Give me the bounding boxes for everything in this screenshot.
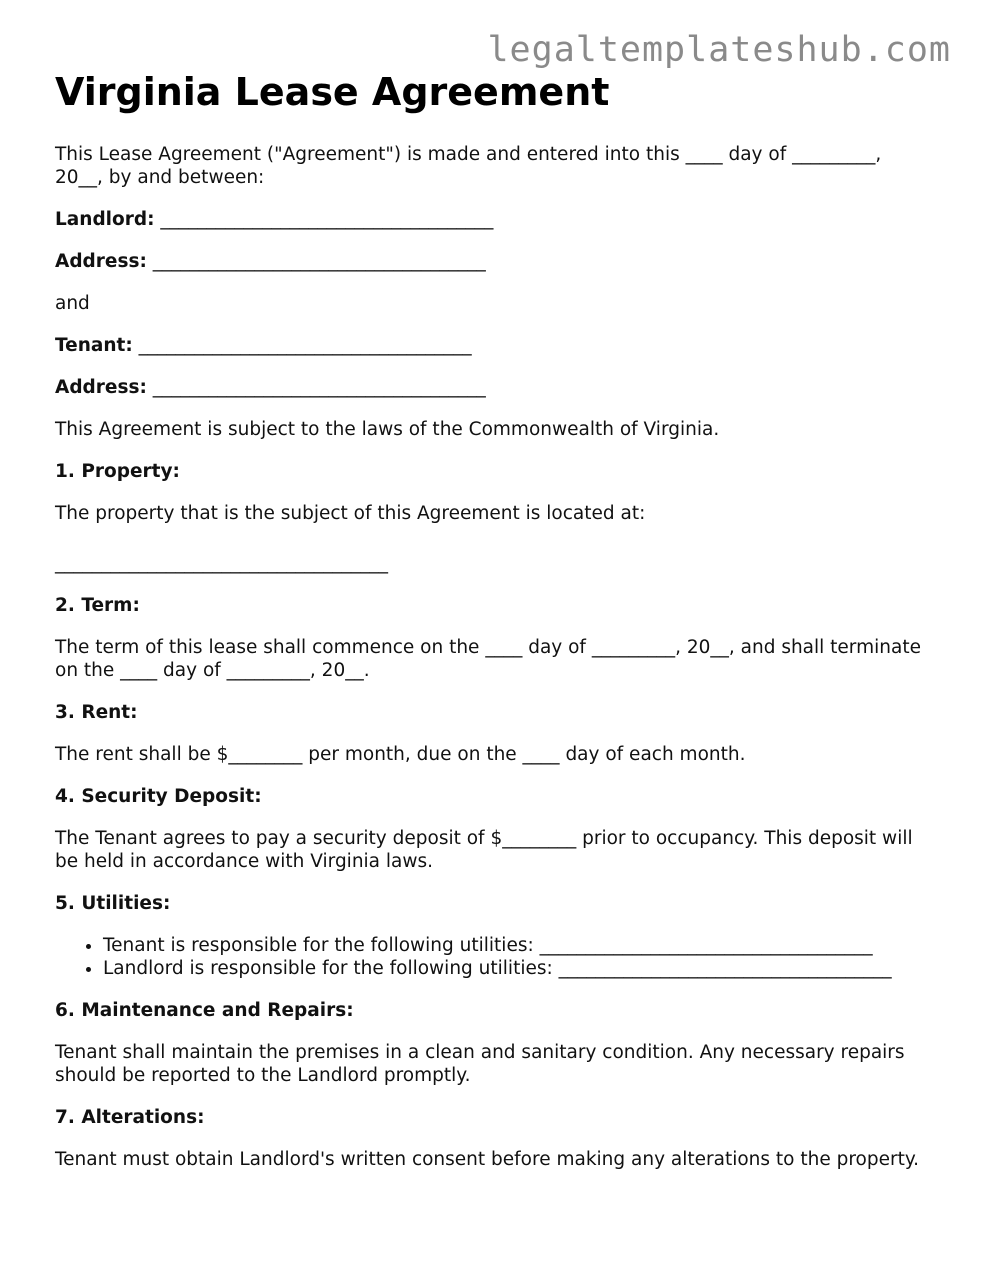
section-heading-maintenance: 6. Maintenance and Repairs: xyxy=(55,1000,354,1021)
section-heading-utilities: 5. Utilities: xyxy=(55,893,171,914)
governing-law-text: This Agreement is subject to the laws of the Commonwealth of Virginia. xyxy=(55,419,720,440)
landlord-blank: ____________________________________ xyxy=(160,209,494,230)
watermark: legaltemplateshub.com xyxy=(487,30,951,70)
section-text-alterations: Tenant must obtain Landlord's written consent before making any alterations to the property. xyxy=(55,1149,920,1170)
section-text-deposit: The Tenant agrees to pay a security deposit of $________ prior to occupancy. This deposit will be held in accordance with Virginia laws. xyxy=(55,828,913,872)
utilities-list xyxy=(55,934,935,980)
list-item-landlord-utilities: • Landlord is responsible for the following utilities: ____________________________________ xyxy=(103,957,935,980)
conjunction-text: and xyxy=(55,293,90,314)
section-heading-alterations: 7. Alterations: xyxy=(55,1107,205,1128)
section-heading-rent: 3. Rent: xyxy=(55,702,138,723)
section-heading-term: 2. Term: xyxy=(55,595,140,616)
intro-paragraph: This Lease Agreement ("Agreement") is made and entered into this ____ day of _________, 20__, by and between: xyxy=(55,144,882,188)
tenant-field xyxy=(55,334,935,357)
tenant-address-label: Address: xyxy=(55,377,147,398)
tenant-address-field xyxy=(55,376,935,399)
section-text-maintenance: Tenant shall maintain the premises in a clean and sanitary condition. Any necessary repairs should be reported to the Landlord promptly. xyxy=(55,1042,905,1086)
tenant-label: Tenant: xyxy=(55,335,133,356)
landlord-address-blank: ____________________________________ xyxy=(152,251,486,272)
document-page xyxy=(55,68,935,1190)
landlord-field xyxy=(55,208,935,231)
landlord-address-label: Address: xyxy=(55,251,147,272)
section-text-rent: The rent shall be $________ per month, due on the ____ day of each month. xyxy=(55,744,746,765)
landlord-label: Landlord: xyxy=(55,209,155,230)
section-heading-deposit: 4. Security Deposit: xyxy=(55,786,262,807)
landlord-address-field xyxy=(55,250,935,273)
section-text-term: The term of this lease shall commence on the ____ day of _________, 20__, and shall terminate on the ____ day of _________, 20__. xyxy=(55,637,921,681)
section-heading-property: 1. Property: xyxy=(55,461,180,482)
tenant-address-blank: ____________________________________ xyxy=(152,377,486,398)
tenant-blank: ____________________________________ xyxy=(138,335,472,356)
document-title: Virginia Lease Agreement xyxy=(55,70,610,114)
section-text-property: The property that is the subject of this Agreement is located at: xyxy=(55,503,646,524)
list-item-tenant-utilities: • Tenant is responsible for the following utilities: ____________________________________ xyxy=(103,934,935,957)
property-address-blank: ____________________________________ xyxy=(55,553,388,574)
